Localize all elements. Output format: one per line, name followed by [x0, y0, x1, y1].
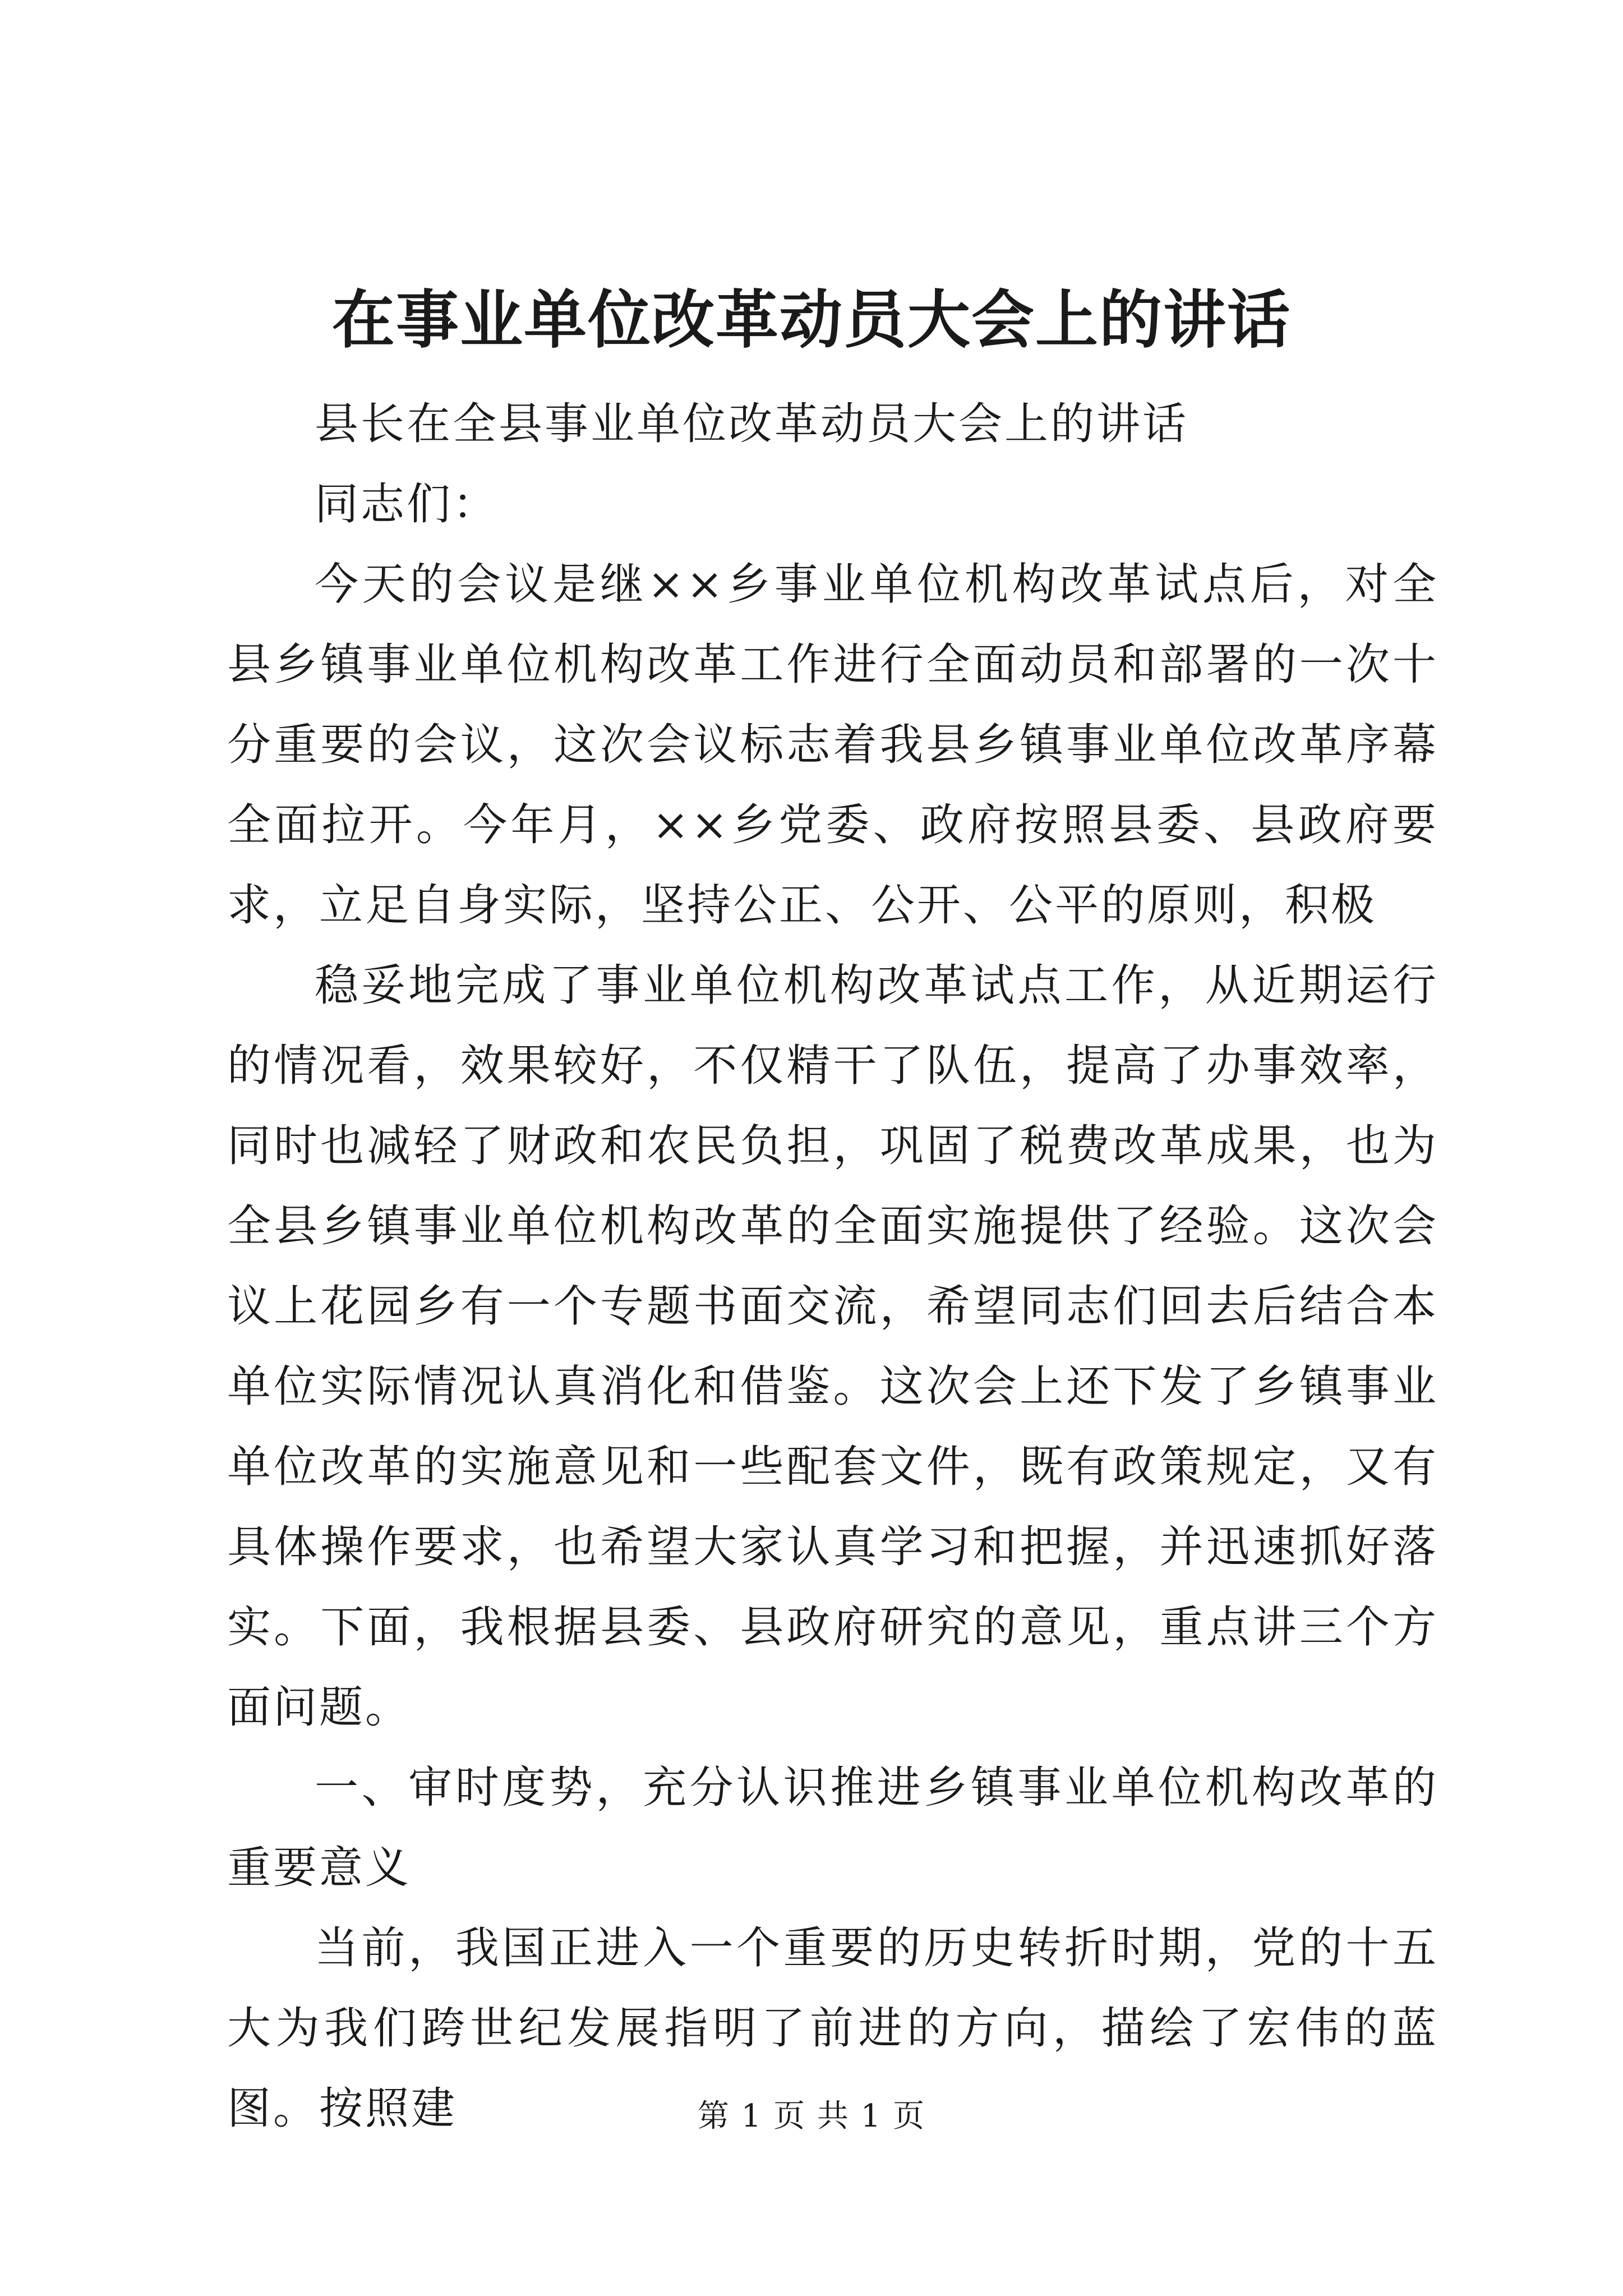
body-paragraph: 当前，我国正进入一个重要的历史转折时期，党的十五大为我们跨世纪发展指明了前进的方向，描绘了宏伟的蓝图。按照建 — [227, 1923, 1438, 2134]
body-paragraph: 今天的会议是继××乡事业单位机构改革试点后，对全县乡镇事业单位机构改革工作进行全面动员和部署的一次十分重要的会议，这次会议标志着我县乡镇事业单位改革序幕全面拉开。今年月，××乡党委、政府按照县委、县政府要求，立足自身实际，坚持公正、公开、公平的原则，积极 — [227, 559, 1438, 931]
document-title: 在事业单位改革动员大会上的讲话 — [332, 283, 1291, 357]
subtitle-paragraph: 县长在全县事业单位改革动员大会上的讲话 — [315, 399, 1189, 449]
page-footer: 第 1 页 共 1 页 — [697, 2098, 926, 2134]
body-paragraph: 稳妥地完成了事业单位机构改革试点工作，从近期运行的情况看，效果较好，不仅精干了队伍，提高了办事效率，同时也减轻了财政和农民负担，巩固了税费改革成果，也为全县乡镇事业单位机构改革的全面实施提供了经验。这次会议上花园乡有一个专题书面交流，希望同志们回去后结合本单位实际情况认真消化和借鉴。这次会上还下发了乡镇事业单位改革的实施意见和一些配套文件，既有政策规定，又有具体操作要求，也希望大家认真学习和把握，并迅速抓好落实。下面，我根据县委、县政府研究的意见，重点讲三个方面问题。 — [227, 960, 1438, 1733]
section-heading-paragraph: 一、审时度势，充分认识推进乡镇事业单位机构改革的重要意义 — [227, 1763, 1438, 1893]
document-body — [227, 384, 1438, 2149]
salutation-paragraph: 同志们： — [315, 479, 499, 530]
